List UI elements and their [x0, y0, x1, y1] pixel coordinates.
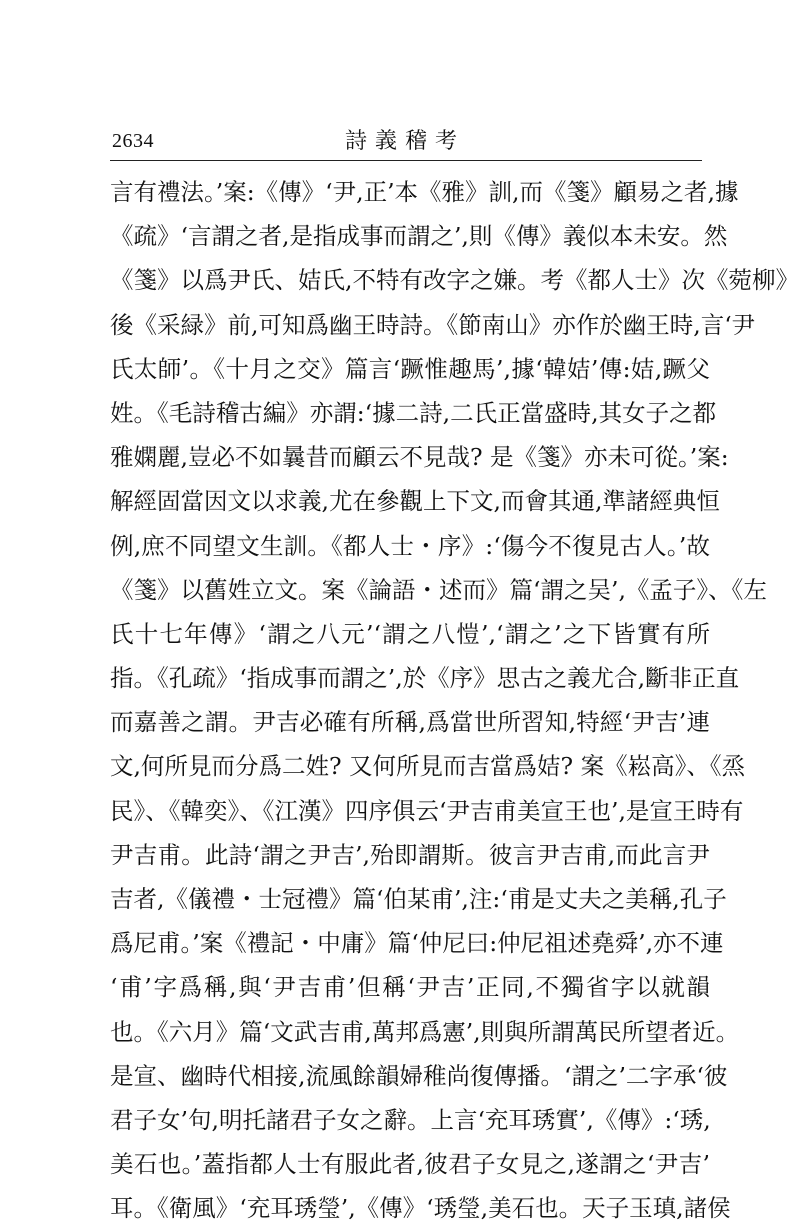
text-line: 《疏》‘言謂之者,是指成事而謂之’,則《傳》義似本未安。然	[110, 222, 728, 251]
page-number: 2634	[112, 130, 154, 152]
body-text	[110, 170, 799, 1231]
text-line: 《箋》以舊姓立文。案《論語・述而》篇‘謂之吴’,《孟子》、《左	[110, 575, 767, 604]
text-line: 指。《孔疏》‘指成事而謂之’,於《序》思古之義尤合,斷非正直	[110, 664, 740, 693]
running-header	[110, 124, 700, 158]
text-line: 君子女’句,明托諸君子女之辭。上言‘充耳琇實’,《傳》:‘琇,	[110, 1105, 711, 1134]
text-line: 而嘉善之謂。尹吉必確有所稱,爲當世所習知,特經‘尹吉’連	[110, 708, 710, 737]
text-line: 例,庶不同望文生訓。《都人士・序》:‘傷今不復見古人。’故	[110, 531, 710, 560]
text-line: 《箋》以爲尹氏、姞氏,不特有改字之嫌。考《都人士》次《菀柳》	[110, 266, 799, 295]
text-line: 解經固當因文以求義,尤在參觀上下文,而會其通,準諸經典恒	[110, 487, 720, 516]
text-line: 氏太師’。《十月之交》篇言‘蹶惟趣馬’,據‘韓姞’傳:姞,蹶父	[110, 354, 710, 383]
text-line: ‘甫’字爲稱,與‘尹吉甫’但稱‘尹吉’正同,不獨省字以就韻	[110, 973, 710, 1002]
header-rule	[110, 160, 702, 161]
text-line: 爲尼甫。’案《禮記・中庸》篇‘仲尼曰:仲尼祖述堯舜’,亦不連	[110, 929, 724, 958]
text-line: 尹吉甫。此詩‘謂之尹吉’,殆即謂斯。彼言尹吉甫,而此言尹	[110, 840, 710, 869]
text-line: 也。《六月》篇‘文武吉甫,萬邦爲憲’,則與所謂萬民所望者近。	[110, 1017, 740, 1046]
text-line: 耳。《衛風》‘充耳琇瑩’,《傳》‘琇瑩,美石也。天子玉瑱,諸侯	[110, 1194, 731, 1223]
text-line: 吉者,《儀禮・士冠禮》篇‘伯某甫’,注:‘甫是丈夫之美稱,孔子	[110, 885, 727, 913]
text-line: 文,何所見而分爲二姓? 又何所見而吉當爲姞? 案《崧高》、《烝	[110, 752, 746, 781]
text-line: 姓。《毛詩稽古編》亦謂:‘據二詩,二氏正當盛時,其女子之都	[110, 398, 717, 427]
text-line: 是宣、幽時代相接,流風餘韻婦稚尚復傳播。‘謂之’二字承‘彼	[110, 1061, 728, 1090]
text-line: 後《采緑》前,可知爲幽王時詩。《節南山》亦作於幽王時,言‘尹	[110, 310, 756, 339]
text-line: 言有禮法。’案:《傳》‘尹,正’本《雅》訓,而《箋》顧易之者,據	[110, 178, 739, 206]
book-title: 詩義稽考	[344, 129, 465, 154]
text-line: 民》、《韓奕》、《江漢》四序俱云‘尹吉甫美宣王也’,是宣王時有	[110, 796, 744, 825]
text-line: 雅嫻麗,豈必不如曩昔而顧云不見哉? 是《箋》亦未可從。’案:	[110, 443, 729, 472]
text-line: 美石也。’蓋指都人士有服此者,彼君子女見之,遂謂之‘尹吉’	[110, 1150, 710, 1179]
text-line: 氏十七年傳》‘謂之八元’‘謂之八愷’,‘謂之’之下皆實有所	[110, 619, 710, 648]
